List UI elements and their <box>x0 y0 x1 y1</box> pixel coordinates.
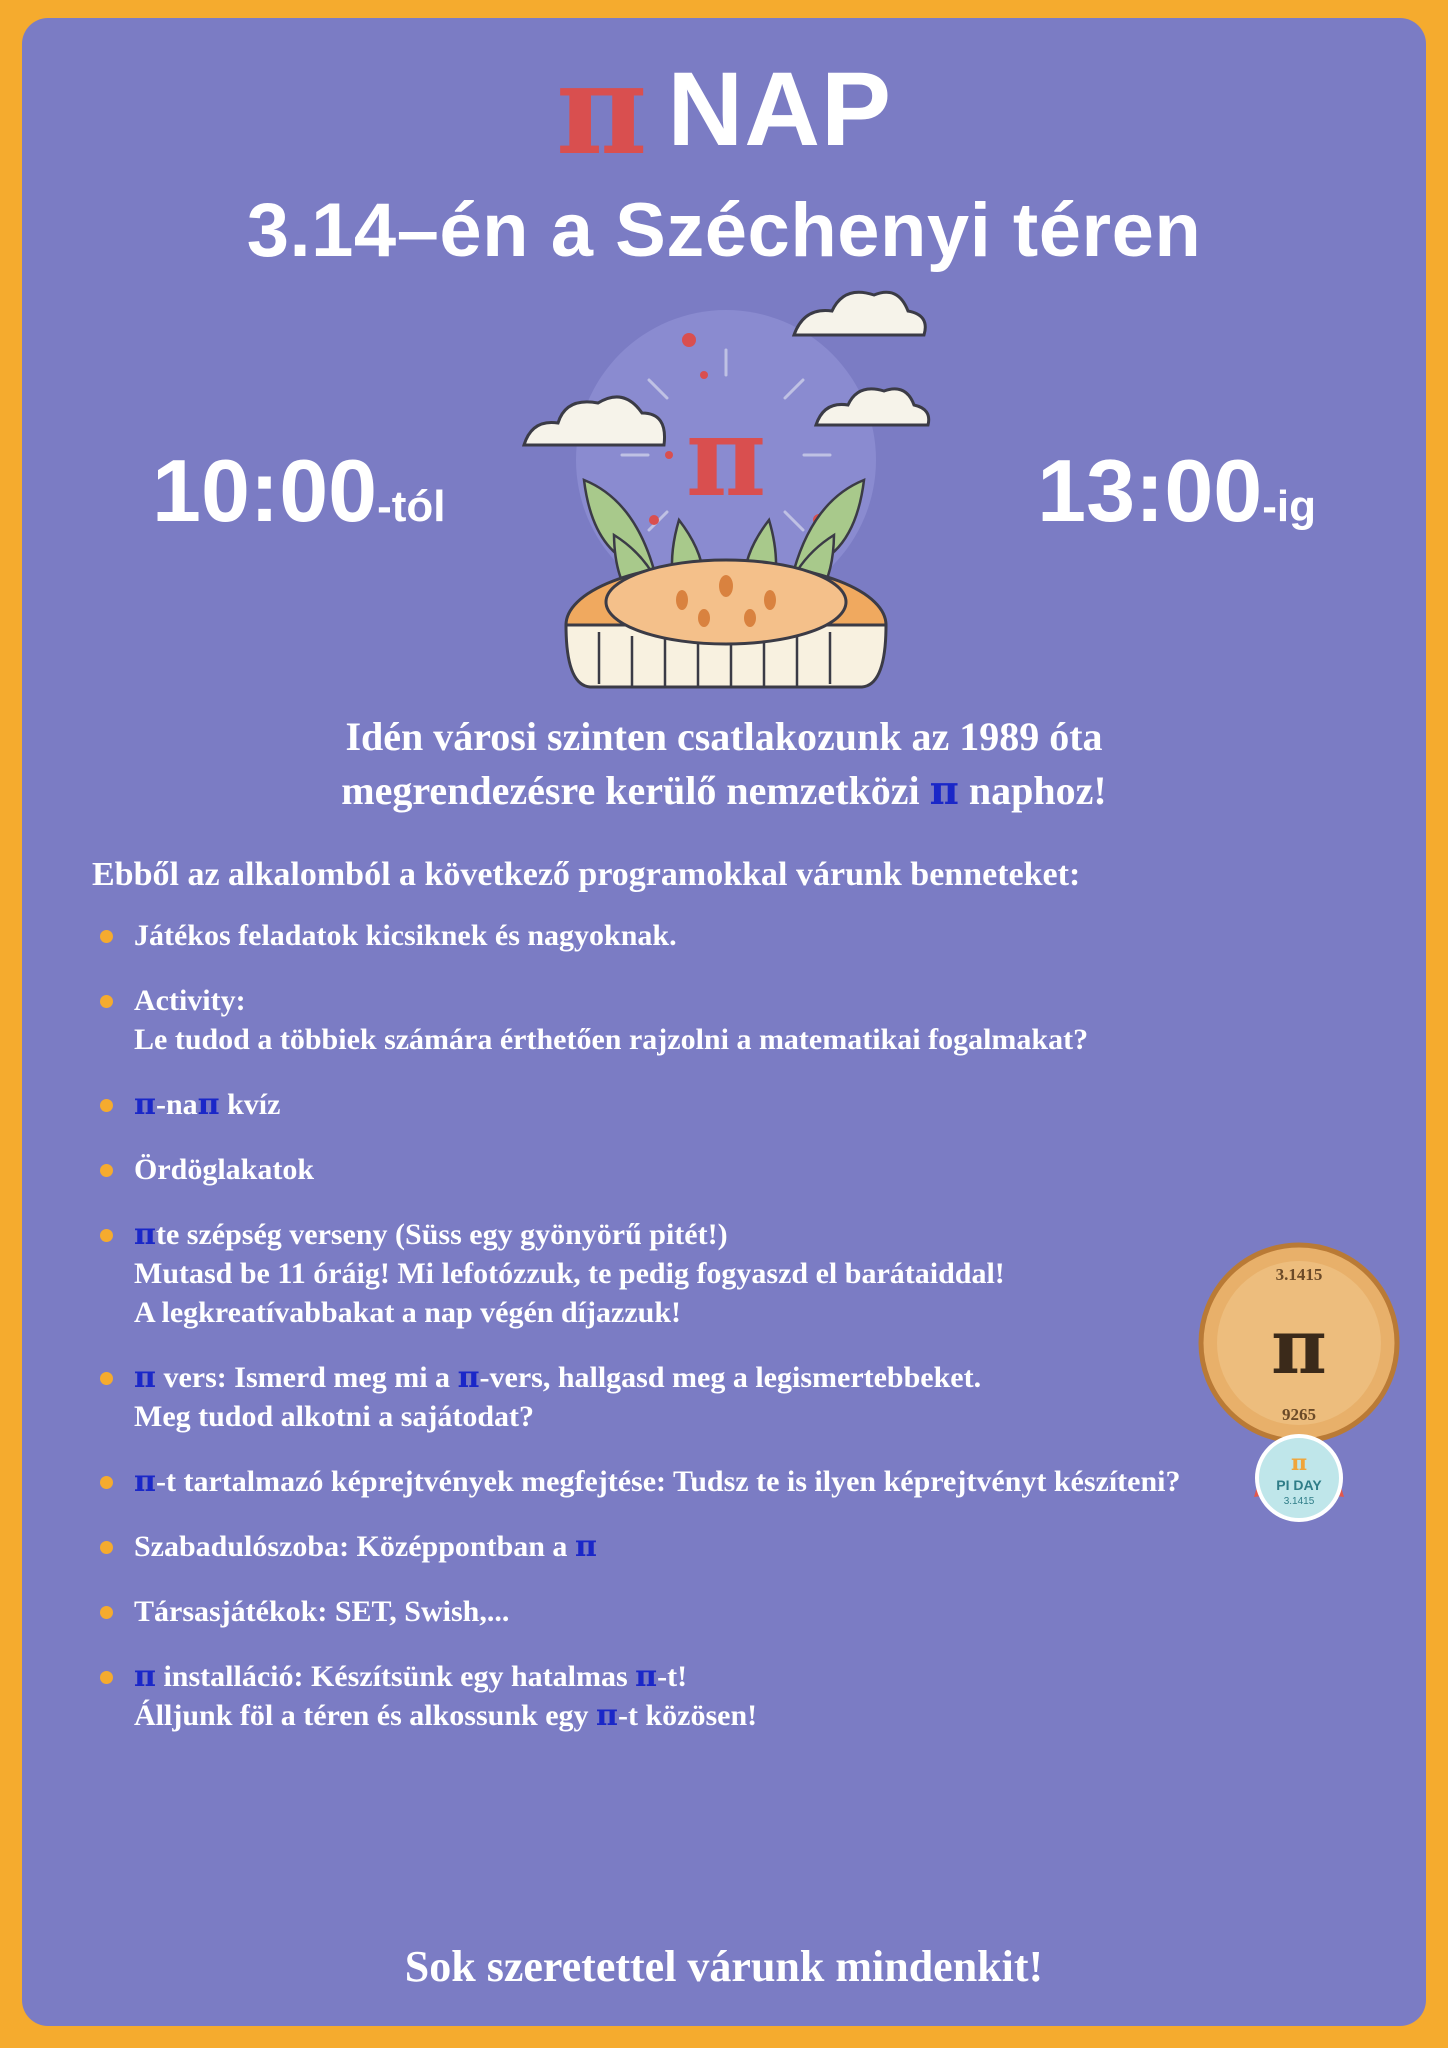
program-line: Ördöglakatok <box>134 1153 315 1186</box>
program-line: Le tudod a többiek számára érthetően rajzolni a matematikai fogalmakat? <box>134 1023 1089 1056</box>
program-line: πte szépség verseny (Süss egy gyönyörű pitét!) <box>134 1217 728 1252</box>
program-item-keprejtvenyek <box>94 1462 1366 1501</box>
program-line: π vers: Ismerd meg mi a π-vers, hallgasd meg a legismertebbeket. <box>134 1360 982 1395</box>
program-item-ordoglakatok <box>94 1150 1366 1189</box>
program-item-jatekos-feladatok <box>94 916 1366 955</box>
end-time <box>1037 440 1316 542</box>
hero-section <box>22 280 1426 700</box>
start-time-value: 10:00 <box>152 441 378 540</box>
bullet-icon <box>100 995 113 1008</box>
program-item-activity <box>94 981 1366 1059</box>
program-item-pite-szepsegverseny <box>94 1215 1366 1332</box>
program-item-text <box>134 1660 757 1732</box>
badge-label-top: PI DAY <box>1276 1477 1322 1493</box>
program-item-pi-vers <box>94 1358 1366 1436</box>
program-line: π installáció: Készítsünk egy hatalmas π-t! <box>134 1659 688 1694</box>
poster-subtitle: 3.14–én a Széchenyi téren <box>246 188 1202 273</box>
program-item-text <box>134 984 1088 1056</box>
badge-label-bottom: 3.1415 <box>1283 1496 1315 1507</box>
svg-text:π: π <box>1271 1302 1327 1391</box>
poster-panel <box>22 18 1426 2026</box>
bullet-icon <box>100 1164 113 1177</box>
bullet-icon <box>100 1671 113 1684</box>
title-word: NAP <box>667 51 893 168</box>
start-time <box>152 440 445 542</box>
bullet-icon <box>100 1229 113 1242</box>
program-item-text <box>134 1595 509 1628</box>
closing-text: Sok szeretettel várunk mindenkit! <box>404 1942 1044 1991</box>
pie-illustration <box>464 280 984 700</box>
bullet-icon <box>100 1099 113 1112</box>
intro-text <box>132 710 1316 818</box>
bullet-icon <box>100 1372 113 1385</box>
program-item-tarsasjatekok <box>94 1592 1366 1631</box>
program-line: π-naπ kvíz <box>134 1087 281 1122</box>
pi-day-badge <box>1194 1238 1404 1528</box>
bullet-icon <box>100 1476 113 1489</box>
program-line: π-t tartalmazó képrejtvények megfejtése: Tudsz te is ilyen képrejtvényt készíteni? <box>134 1464 1181 1499</box>
program-line: Társasjátékok: SET, Swish,... <box>134 1595 510 1628</box>
program-line: A legkreatívabbakat a nap végén díjazzuk! <box>134 1296 681 1329</box>
program-item-pi-nap-kviz <box>94 1085 1366 1124</box>
svg-text:9265: 9265 <box>1282 1405 1316 1424</box>
end-time-suffix: -ig <box>1262 482 1316 531</box>
program-item-szabadulo-szoba <box>94 1527 1366 1566</box>
end-time-value: 13:00 <box>1037 441 1263 540</box>
bullet-icon <box>100 1541 113 1554</box>
intro-line-1: Idén városi szinten csatlakozunk az 1989 óta <box>345 714 1103 759</box>
program-line: Activity: <box>134 984 246 1017</box>
svg-text:π: π <box>685 392 767 521</box>
start-time-suffix: -tól <box>377 482 446 531</box>
program-line: Játékos feladatok kicsiknek és nagyoknak. <box>134 919 677 952</box>
pi-symbol-intro: π <box>929 767 959 814</box>
poster-title <box>22 37 1426 183</box>
program-item-text <box>134 1088 280 1121</box>
program-item-pi-installacio <box>94 1657 1366 1735</box>
program-item-text <box>134 1153 314 1186</box>
svg-text:3.1415: 3.1415 <box>1275 1265 1323 1284</box>
intro-line-2-pre: megrendezésre kerülő nemzetközi <box>341 768 930 813</box>
program-line: Szabadulószoba: Középpontban a π <box>134 1529 597 1564</box>
program-line: Mutasd be 11 óráig! Mi lefotózzuk, te pedig fogyaszd el barátaiddal! <box>134 1257 1005 1290</box>
svg-text:π: π <box>1290 1450 1308 1476</box>
program-line: Meg tudod alkotni a sajátodat? <box>134 1400 535 1433</box>
program-item-text <box>134 1530 597 1563</box>
bullet-icon <box>100 930 113 943</box>
pi-symbol-title: π <box>555 37 650 183</box>
program-item-text <box>134 1361 981 1433</box>
program-item-text <box>134 1465 1180 1498</box>
program-item-text <box>134 919 677 952</box>
intro-line-2-post: naphoz! <box>958 768 1107 813</box>
program-line: Álljunk föl a téren és alkossunk egy π-t közösen! <box>134 1698 758 1733</box>
bullet-icon <box>100 1606 113 1619</box>
program-item-text <box>134 1218 1005 1329</box>
programs-lead: Ebből az alkalomból a következő programokkal várunk benneteket: <box>92 856 1081 893</box>
